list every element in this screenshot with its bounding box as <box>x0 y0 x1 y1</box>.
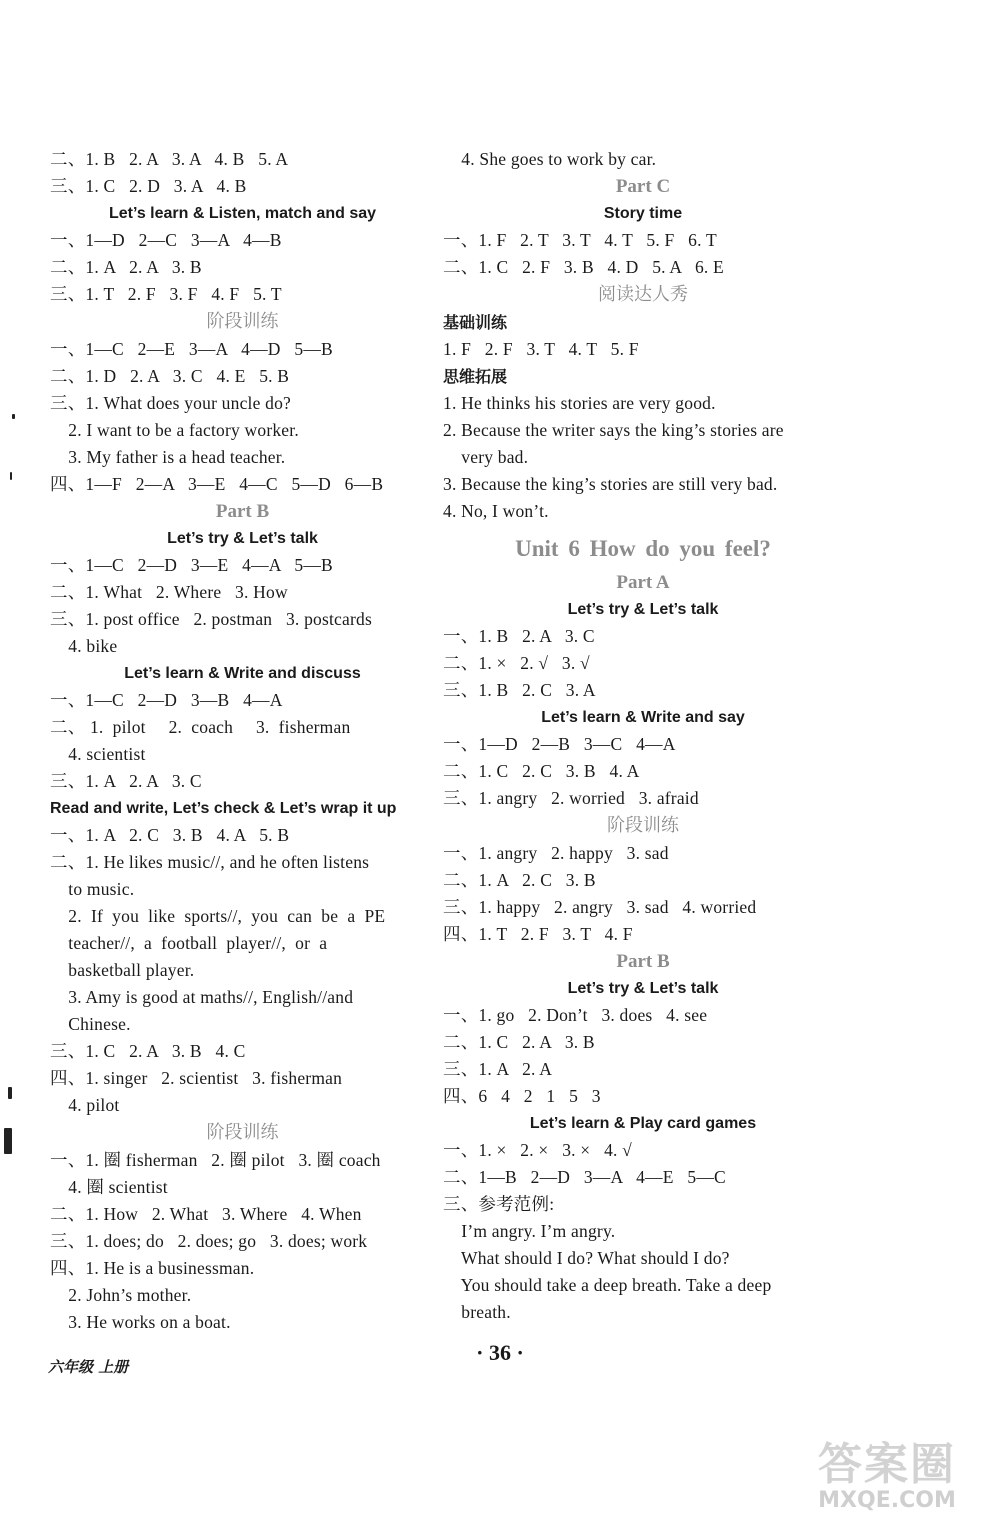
answer-line: 三、1. happy 2. angry 3. sad 4. worried <box>443 897 757 917</box>
answer-line: 二、1. A 2. C 3. B <box>443 870 596 890</box>
answer-line: 一、1—D 2—C 3—A 4—B <box>50 230 282 250</box>
part-heading: Part B <box>616 951 670 972</box>
answer-line: 4. scientist <box>50 744 146 764</box>
left-column <box>50 146 435 1336</box>
answer-line: 二、1. A 2. A 3. B <box>50 257 202 277</box>
answer-line: 二、1. C 2. C 3. B 4. A <box>443 761 640 781</box>
section-heading: Let’s learn & Write and say <box>541 709 745 726</box>
section-heading: Let’s learn & Listen, match and say <box>108 205 377 222</box>
answer-line: Chinese. <box>50 1014 131 1034</box>
answer-line: 三、1. C 2. A 3. B 4. C <box>50 1041 246 1061</box>
answer-line: 一、1. 圈 fisherman 2. 圈 pilot 3. 圈 coach <box>50 1150 381 1170</box>
answer-line: 一、1. angry 2. happy 3. sad <box>443 843 669 863</box>
margin-mark <box>12 414 15 419</box>
answer-line: I’m angry. I’m angry. <box>443 1221 616 1241</box>
answer-line: 3. He works on a boat. <box>50 1312 231 1332</box>
subsection-label: 思维拓展 <box>443 367 508 386</box>
answer-line: 一、1—C 2—E 3—A 4—D 5—B <box>50 339 333 359</box>
answer-line: 一、1—C 2—D 3—B 4—A <box>50 690 283 710</box>
answer-line: 二、1. He likes music//, and he often listens <box>50 852 370 872</box>
answer-line: 三、参考范例: <box>443 1194 555 1214</box>
answer-line: 三、1. A 2. A <box>443 1059 553 1079</box>
answer-line: very bad. <box>443 447 529 467</box>
watermark-url: MXQE.COM <box>818 1488 956 1513</box>
answer-line: 4. bike <box>50 636 118 656</box>
answer-line: What should I do? What should I do? <box>443 1248 730 1268</box>
answer-line: 4. She goes to work by car. <box>443 149 657 169</box>
answer-line: 2. Because the writer says the king’s stories are <box>443 420 784 440</box>
answer-line: 4. 圈 scientist <box>50 1177 168 1197</box>
answer-line: 1. F 2. F 3. T 4. T 5. F <box>443 339 639 359</box>
answer-line: 一、1. × 2. × 3. × 4. √ <box>443 1140 632 1160</box>
answer-line: 一、1. A 2. C 3. B 4. A 5. B <box>50 825 290 845</box>
margin-mark <box>8 1087 12 1099</box>
watermark-mark: 答案圈 <box>818 1439 956 1490</box>
section-heading: Let’s learn & Play card games <box>529 1115 757 1132</box>
section-heading: Let’s try & Let’s talk <box>167 530 318 547</box>
stage-heading: 阶段训练 <box>206 311 279 332</box>
answer-line: 3. My father is a head teacher. <box>50 447 286 467</box>
margin-mark <box>10 472 12 480</box>
answer-line: 三、1. angry 2. worried 3. afraid <box>443 788 699 808</box>
stage-heading: 阶段训练 <box>607 815 679 836</box>
section-heading: Let’s try & Let’s talk <box>567 601 719 618</box>
section-heading: Let’s try & Let’s talk <box>567 980 719 997</box>
answer-line: 2. If you like sports//, you can be a PE <box>50 906 386 926</box>
answer-line: 一、1. B 2. A 3. C <box>443 626 595 646</box>
margin-mark <box>4 1128 12 1154</box>
section-heading: Read and write, Let’s check & Let’s wrap it up <box>50 800 397 817</box>
answer-line: 二、 1. pilot 2. coach 3. fisherman <box>50 717 351 737</box>
answer-line: 2. John’s mother. <box>50 1285 192 1305</box>
answer-line: 二、1. × 2. √ 3. √ <box>443 653 590 673</box>
answer-line: 四、1. singer 2. scientist 3. fisherman <box>50 1068 343 1088</box>
section-heading: Story time <box>603 205 683 222</box>
answer-line: 一、1—D 2—B 3—C 4—A <box>443 734 676 754</box>
answer-line: 三、1. B 2. C 3. A <box>443 680 596 700</box>
stage-heading: 阶段训练 <box>206 1122 279 1143</box>
answer-line: 三、1. does; do 2. does; go 3. does; work <box>50 1231 368 1251</box>
answer-line: breath. <box>443 1302 511 1322</box>
answer-line: 3. Because the king’s stories are still very bad. <box>443 474 778 494</box>
answer-line: to music. <box>50 879 135 899</box>
answer-line: 二、1. How 2. What 3. Where 4. When <box>50 1204 362 1224</box>
stage-heading: 阅读达人秀 <box>598 284 688 305</box>
answer-line: 一、1—C 2—D 3—E 4—A 5—B <box>50 555 333 575</box>
answer-line: 4. pilot <box>50 1095 120 1115</box>
grade-label: 六年级 上册 <box>48 1358 129 1376</box>
watermark-logo <box>792 1439 982 1519</box>
answer-line: 二、1. C 2. F 3. B 4. D 5. A 6. E <box>443 257 724 277</box>
answer-line: 二、1. D 2. A 3. C 4. E 5. B <box>50 366 290 386</box>
answer-line: basketball player. <box>50 960 195 980</box>
answer-line: 二、1—B 2—D 3—A 4—E 5—C <box>443 1167 726 1187</box>
part-heading: Part A <box>616 572 670 593</box>
answer-line: 四、6 4 2 1 5 3 <box>443 1086 601 1106</box>
right-column <box>443 146 843 1326</box>
answer-line: 二、1. C 2. A 3. B <box>443 1032 595 1052</box>
answer-line: 三、1. T 2. F 3. F 4. F 5. T <box>50 284 282 304</box>
answer-line: 四、1—F 2—A 3—E 4—C 5—D 6—B <box>50 474 384 494</box>
answer-line: 1. He thinks his stories are very good. <box>443 393 716 413</box>
page-number: · 36 · <box>476 1340 524 1365</box>
answer-line: 四、1. T 2. F 3. T 4. F <box>443 924 633 944</box>
answer-line: 三、1. C 2. D 3. A 4. B <box>50 176 247 196</box>
subsection-label: 基础训练 <box>443 313 508 332</box>
section-heading: Let’s learn & Write and discuss <box>124 665 361 682</box>
answer-line: 三、1. A 2. A 3. C <box>50 771 202 791</box>
answer-line: 2. I want to be a factory worker. <box>50 420 299 440</box>
answer-line: teacher//, a football player//, or a <box>50 933 328 953</box>
answer-line: 4. No, I won’t. <box>443 501 549 521</box>
answer-line: 四、1. He is a businessman. <box>50 1258 255 1278</box>
answer-line: 二、1. B 2. A 3. A 4. B 5. A <box>50 149 289 169</box>
answer-line: 3. Amy is good at maths//, English//and <box>50 987 354 1007</box>
part-heading: Part C <box>615 176 671 197</box>
answer-line: You should take a deep breath. Take a deep <box>443 1275 772 1295</box>
answer-line: 三、1. What does your uncle do? <box>50 393 292 413</box>
answer-line: 三、1. post office 2. postman 3. postcards <box>50 609 372 629</box>
answer-line: 一、1. go 2. Don’t 3. does 4. see <box>443 1005 708 1025</box>
unit-title: Unit 6 How do you feel? <box>515 536 771 561</box>
answer-line: 二、1. What 2. Where 3. How <box>50 582 288 602</box>
answer-line: 一、1. F 2. T 3. T 4. T 5. F 6. T <box>443 230 717 250</box>
part-heading: Part B <box>215 501 270 522</box>
